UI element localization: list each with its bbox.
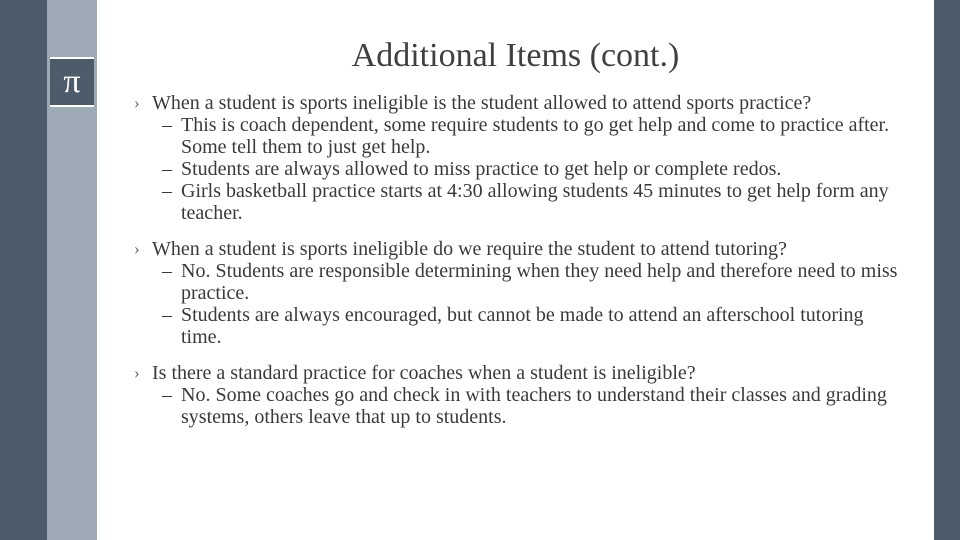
bullet-text: When a student is sports ineligible do we require the student to attend tutoring? [152, 238, 787, 260]
sub-marker: – [162, 304, 172, 326]
sub-item [152, 180, 904, 224]
sub-marker: – [162, 158, 172, 180]
slide-content [134, 92, 904, 428]
bullet-item [134, 238, 904, 348]
sub-text: Students are always allowed to miss practice to get help or complete redos. [181, 158, 782, 180]
sub-text: No. Students are responsible determining when they need help and therefore need to miss practice. [181, 260, 898, 304]
sub-item [152, 114, 904, 158]
sub-item [152, 304, 904, 348]
sub-text: Girls basketball practice starts at 4:30 allowing students 45 minutes to get help form any teacher. [181, 180, 889, 224]
sub-list [152, 114, 904, 224]
pi-icon: π [63, 63, 81, 100]
sub-text: This is coach dependent, some require students to go get help and come to practice after. Some tell them to just get help. [181, 114, 890, 158]
bullet-text: Is there a standard practice for coaches when a student is ineligible? [152, 362, 696, 384]
bullet-item [134, 362, 904, 428]
bullet-text: When a student is sports ineligible is the student allowed to attend sports practice? [152, 92, 812, 114]
sub-list [152, 260, 904, 348]
sub-text: Students are always encouraged, but cannot be made to attend an afterschool tutoring time. [181, 304, 864, 348]
sub-marker: – [162, 114, 172, 136]
sub-list [152, 384, 904, 428]
sub-item [152, 260, 904, 304]
sub-marker: – [162, 260, 172, 282]
sub-marker: – [162, 180, 172, 202]
sub-item [152, 158, 904, 180]
left-dark-band [0, 0, 47, 540]
bullet-marker: › [134, 93, 140, 112]
slide-title: Additional Items (cont.) [351, 37, 680, 74]
bullet-item [134, 92, 904, 224]
bullet-marker: › [134, 363, 140, 382]
sub-marker: – [162, 384, 172, 406]
right-dark-band [934, 0, 960, 540]
bullet-marker: › [134, 239, 140, 258]
pi-logo [50, 57, 94, 107]
sub-text: No. Some coaches go and check in with teachers to understand their classes and grading systems, others leave that up to students. [181, 384, 887, 428]
sub-item [152, 384, 904, 428]
